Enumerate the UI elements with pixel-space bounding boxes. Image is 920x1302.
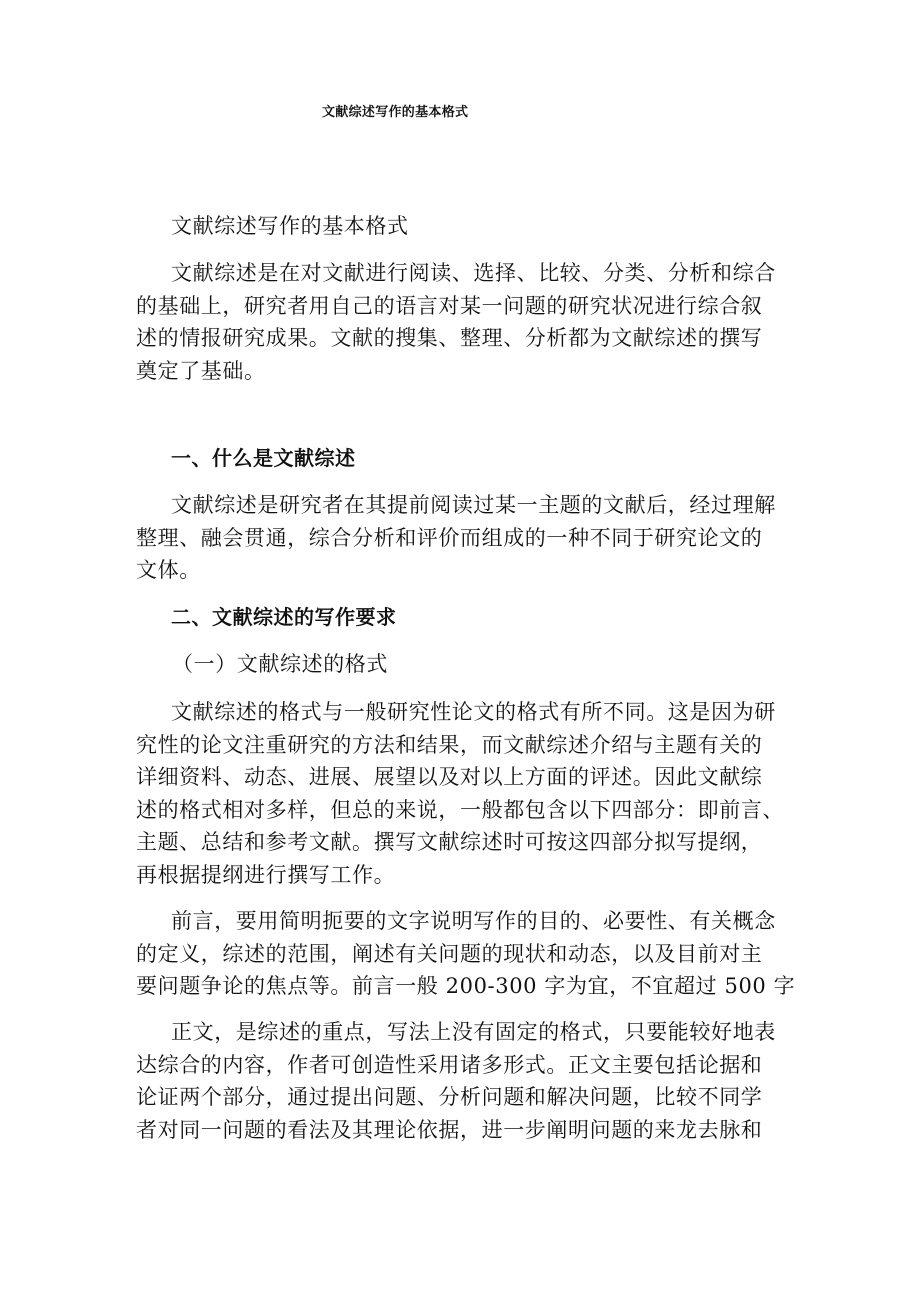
intro-paragraph bbox=[136, 257, 816, 387]
paragraph-line: 文献综述是研究者在其提前阅读过某一主题的文献后，经过理解 bbox=[171, 493, 776, 517]
paragraph-line: 述的情报研究成果。文献的搜集、整理、分析都为文献综述的撰写 bbox=[136, 326, 763, 350]
section1-heading bbox=[136, 442, 816, 475]
paragraph-line: 述的格式相对多样，但总的来说，一般都包含以下四部分：即前言、 bbox=[136, 797, 784, 822]
page-header-title: 文献综述写作的基本格式 bbox=[322, 105, 469, 120]
paragraph-line: 文献综述的格式与一般研究性论文的格式有所不同。这是因为研 bbox=[171, 700, 776, 724]
paragraph-line: 者对同一问题的看法及其理论依据，进一步阐明问题的来龙去脉和 bbox=[136, 1117, 763, 1142]
paragraph-line: 要问题争论的焦点等。前言一般 200-300 字为宜，不宜超过 500 字 bbox=[136, 974, 796, 998]
section2-subheading bbox=[136, 648, 816, 681]
paragraph-line: 达综合的内容，作者可创造性采用诸多形式。正文主要包括论据和 bbox=[136, 1052, 763, 1077]
paragraph-line: 文献综述是在对文献进行阅读、选择、比较、分类、分析和综合 bbox=[171, 261, 776, 285]
paragraph-line: 的定义，综述的范围，阐述有关问题的现状和动态，以及目前对主 bbox=[136, 941, 763, 966]
paragraph-line: 究性的论文注重研究的方法和结果，而文献综述介绍与主题有关的 bbox=[136, 732, 763, 757]
paragraph-line: 文体。 bbox=[136, 558, 201, 582]
section2-heading bbox=[136, 601, 816, 634]
document-title bbox=[136, 210, 816, 243]
heading-text: 一、什么是文献综述 bbox=[171, 446, 356, 470]
title-text: 文献综述写作的基本格式 bbox=[171, 214, 409, 238]
section1-paragraph bbox=[136, 489, 816, 587]
paragraph-line: 论证两个部分，通过提出问题、分析问题和解决问题，比较不同学 bbox=[136, 1085, 763, 1109]
paragraph-line: 主题、总结和参考文献。撰写文献综述时可按这四部分拟写提纲， bbox=[136, 830, 763, 854]
paragraph-line: 正文，是综述的重点，写法上没有固定的格式，只要能较好地表 bbox=[171, 1020, 776, 1044]
paragraph-line: 详细资料、动态、进展、展望以及对以上方面的评述。因此文献综 bbox=[136, 765, 763, 789]
subheading-text: （一）文献综述的格式 bbox=[172, 652, 388, 676]
paragraph-line: 的基础上，研究者用自己的语言对某一问题的研究状况进行综合叙 bbox=[136, 293, 763, 318]
paragraph-line: 前言，要用简明扼要的文字说明写作的目的、必要性、有关概念 bbox=[171, 909, 776, 933]
heading-text: 二、文献综述的写作要求 bbox=[171, 605, 397, 629]
preface-paragraph bbox=[136, 905, 816, 1003]
paragraph-line: 再根据提纲进行撰写工作。 bbox=[136, 862, 396, 887]
format-paragraph bbox=[136, 696, 816, 891]
paragraph-line: 奠定了基础。 bbox=[136, 358, 266, 383]
paragraph-line: 整理、融会贯通，综合分析和评价而组成的一种不同于研究论文的 bbox=[136, 525, 763, 550]
body-paragraph bbox=[136, 1016, 816, 1146]
